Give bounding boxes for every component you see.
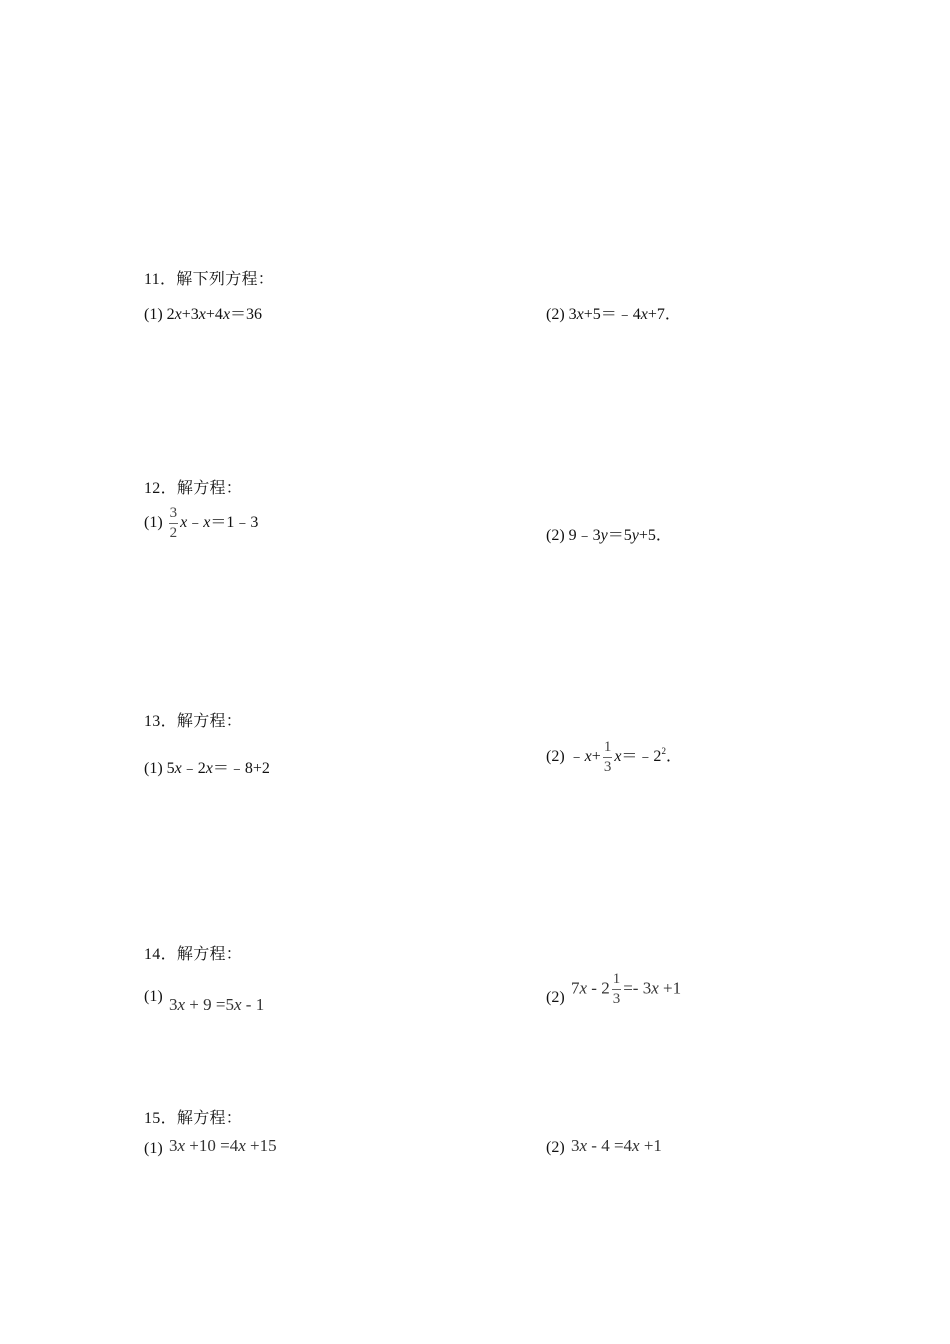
equation: 5x﹣2x＝﹣8+2 [166, 760, 270, 777]
question-14-part-1-label: (1) [144, 988, 163, 1005]
part-label: (2) [546, 306, 565, 323]
equation-end: $x=﹣2^2$． [614, 746, 682, 766]
equation: x﹣x＝1﹣3 [180, 514, 259, 532]
equation: 9﹣3y＝5y+5． [568, 527, 672, 544]
part-label: (2) [546, 527, 565, 544]
question-14-part-1-equation: 3x + 9 =5x - 1 [169, 995, 265, 1014]
question-13-title: 13．解方程： [144, 713, 243, 730]
equation-start: ﹣x+ [568, 748, 601, 766]
question-15-title: 15．解方程： [144, 1110, 243, 1127]
question-11-part-2 [546, 301, 681, 324]
part-label: (1) [144, 306, 163, 323]
question-11-part-1 [144, 301, 262, 324]
part-label: (1) [144, 514, 163, 532]
question-15-part-1-label: (1) [144, 1140, 163, 1157]
equation: 3x+5＝﹣4x+7． [568, 306, 681, 323]
question-15-part-2-label: (2) [546, 1139, 565, 1156]
fraction-one-third: $\frac{1}{3}$ [612, 971, 621, 1007]
question-15-part-2-equation: 3x - 4 =4x +1 [571, 1136, 662, 1155]
equation: 2x+3x+4x＝36 [166, 306, 263, 323]
question-14-part-2-label: (2) [546, 989, 565, 1006]
question-12-part-1 [144, 506, 258, 541]
question-14-title: 14．解方程： [144, 946, 243, 963]
question-12-part-2 [546, 522, 672, 545]
fraction-three-halves: $\frac{3}{2}$ [169, 505, 178, 541]
question-13-part-1 [144, 755, 270, 778]
question-11-title: 11．解下列方程： [144, 271, 275, 288]
question-12-title: 12．解方程： [144, 480, 243, 497]
fraction-one-third: $\frac{1}{3}$ [603, 739, 612, 775]
part-label: (1) [144, 760, 163, 777]
question-15-part-1-equation: 3x +10 =4x +15 [169, 1136, 277, 1155]
part-label: (2) [546, 748, 565, 766]
question-13-part-2 [546, 740, 682, 775]
question-14-part-2-equation: 7x - 2 $\frac{1}{3}$ =- 3x +1 [571, 971, 682, 1007]
